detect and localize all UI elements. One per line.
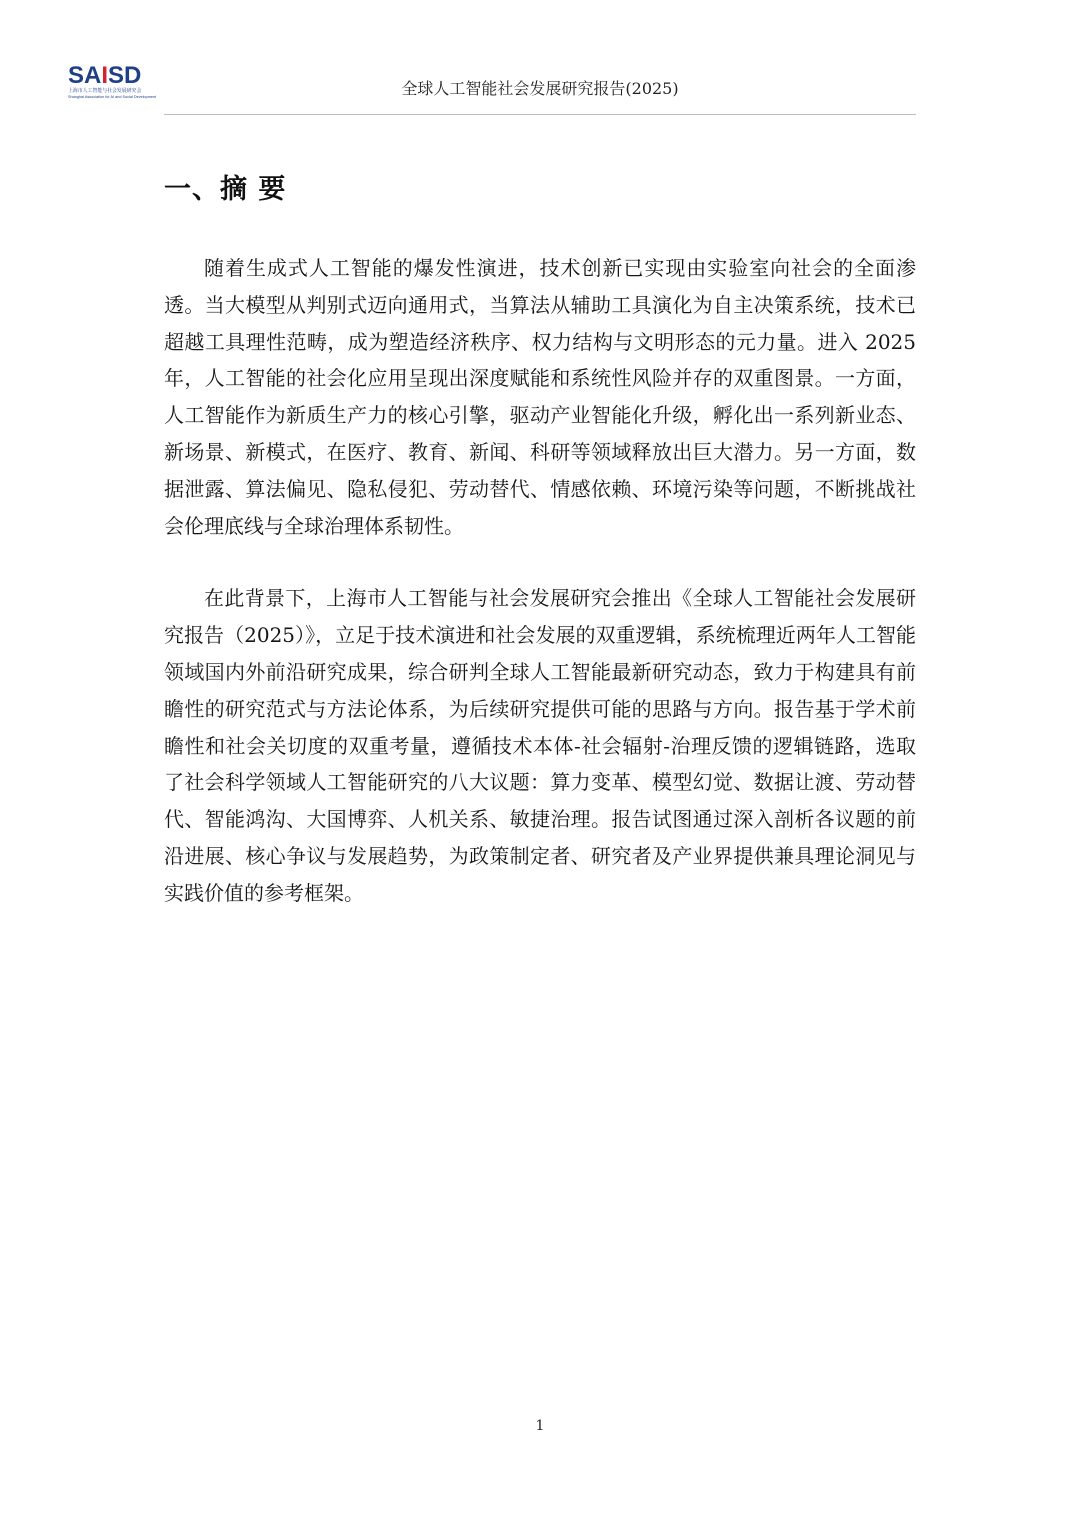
logo-subtitle-en: Shanghai Association for AI and Social Development <box>68 94 157 99</box>
section-heading: 一、摘 要 <box>164 174 287 205</box>
logo-letters-sd: SD <box>108 62 142 89</box>
paragraph-1: 随着生成式人工智能的爆发性演进，技术创新已实现由实验室向社会的全面渗透。当大模型从判别式迈向通用式，当算法从辅助工具演化为自主决策系统，技术已超越工具理性范畴，成为塑造经济秩序、权力结构与文明形态的元力量。进入 2025 年，人工智能的社会化应用呈现出深度赋能和系统性风险并存的双重图景。一方面，人工智能作为新质生产力的核心引擎，驱动产业智能化升级，孵化出一系列新业态、新场景、新模式，在医疗、教育、新闻、科研等领域释放出巨大潜力。另一方面，数据泄露、算法偏见、隐私侵犯、劳动替代、情感依赖、环境污染等问题，不断挑战社会伦理底线与全球治理体系韧性。 <box>164 256 916 538</box>
logo-subtitle-cn: 上海市人工智能与社会发展研究会 <box>68 88 142 94</box>
running-header-title: 全球人工智能社会发展研究报告(2025) <box>401 79 679 98</box>
header-divider <box>164 114 916 115</box>
logo-wordmark <box>68 64 158 88</box>
paragraph-2: 在此背景下，上海市人工智能与社会发展研究会推出《全球人工智能社会发展研究报告（2025）》，立足于技术演进和社会发展的双重逻辑，系统梳理近两年人工智能领域国内外前沿研究成果，综合研判全球人工智能最新研究动态，致力于构建具有前瞻性的研究范式与方法论体系，为后续研究提供可能的思路与方向。报告基于学术前瞻性和社会关切度的双重考量，遵循技术本体-社会辐射-治理反馈的逻辑链路，选取了社会科学领域人工智能研究的八大议题：算力变革、模型幻觉、数据让渡、劳动替代、智能鸿沟、大国博弈、人机关系、敏捷治理。报告试图通过深入剖析各议题的前沿进展、核心争议与发展趋势，为政策制定者、研究者及产业界提供兼具理论洞见与实践价值的参考框架。 <box>164 586 916 905</box>
logo-letter-accent: I <box>101 62 109 89</box>
logo-letters-sa: SA <box>68 62 102 89</box>
organization-logo <box>68 64 158 100</box>
page-number: 1 <box>535 1418 545 1434</box>
body-text <box>164 250 916 948</box>
